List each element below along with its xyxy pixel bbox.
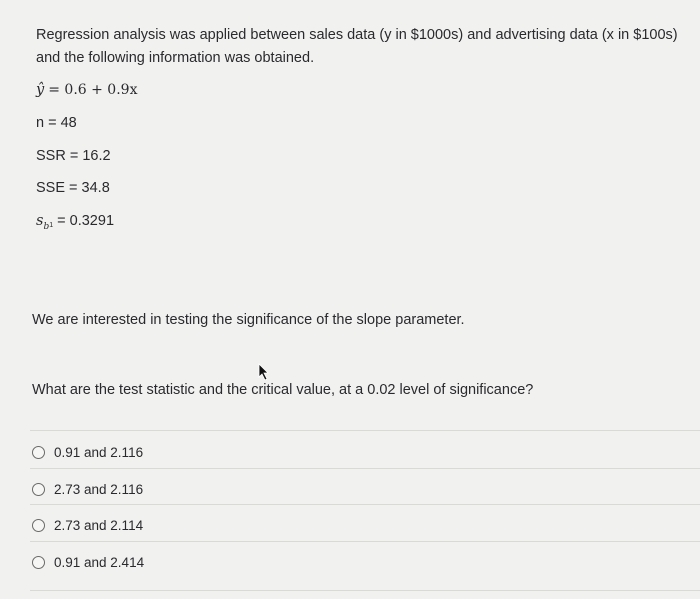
regression-equation (36, 82, 137, 98)
sb1-subscript: b (43, 222, 50, 232)
radio-button[interactable] (32, 556, 45, 569)
question-context: We are interested in testing the significance of the slope parameter. (32, 312, 465, 328)
option-label: 0.91 and 2.414 (54, 555, 145, 570)
ssr-value: SSR = 16.2 (36, 148, 111, 164)
equation-lhs: ŷ (36, 82, 45, 98)
option-label: 2.73 and 2.114 (54, 518, 144, 533)
option-divider (30, 541, 700, 542)
sample-size: n = 48 (36, 115, 77, 131)
radio-button[interactable] (32, 483, 45, 496)
answer-option-3[interactable] (32, 518, 143, 533)
answer-option-2[interactable] (32, 482, 143, 497)
sse-value: SSE = 34.8 (36, 180, 110, 196)
equation-rhs: = 0.6 + 0.9x (48, 82, 138, 98)
radio-button[interactable] (32, 446, 45, 459)
option-label: 2.73 and 2.116 (54, 482, 144, 497)
option-label: 0.91 and 2.116 (54, 445, 144, 460)
radio-button[interactable] (32, 519, 45, 532)
sb1-subsubscript: 1 (49, 222, 54, 229)
option-divider (30, 504, 700, 505)
mouse-cursor-icon (258, 363, 270, 381)
sb1-value: = 0.3291 (57, 213, 115, 229)
question-prompt: What are the test statistic and the critical value, at a 0.02 level of significance? (32, 382, 534, 398)
answer-option-4[interactable] (32, 555, 144, 570)
options-divider (30, 430, 700, 431)
answer-option-1[interactable] (32, 445, 143, 460)
sb1-symbol: s (36, 213, 44, 229)
option-divider (30, 468, 700, 469)
slope-std-error (36, 213, 114, 232)
option-divider (30, 590, 700, 591)
problem-intro: Regression analysis was applied between sales data (y in $1000s) and advertising data (x in $100s) and the following information was obtained. (36, 27, 678, 66)
